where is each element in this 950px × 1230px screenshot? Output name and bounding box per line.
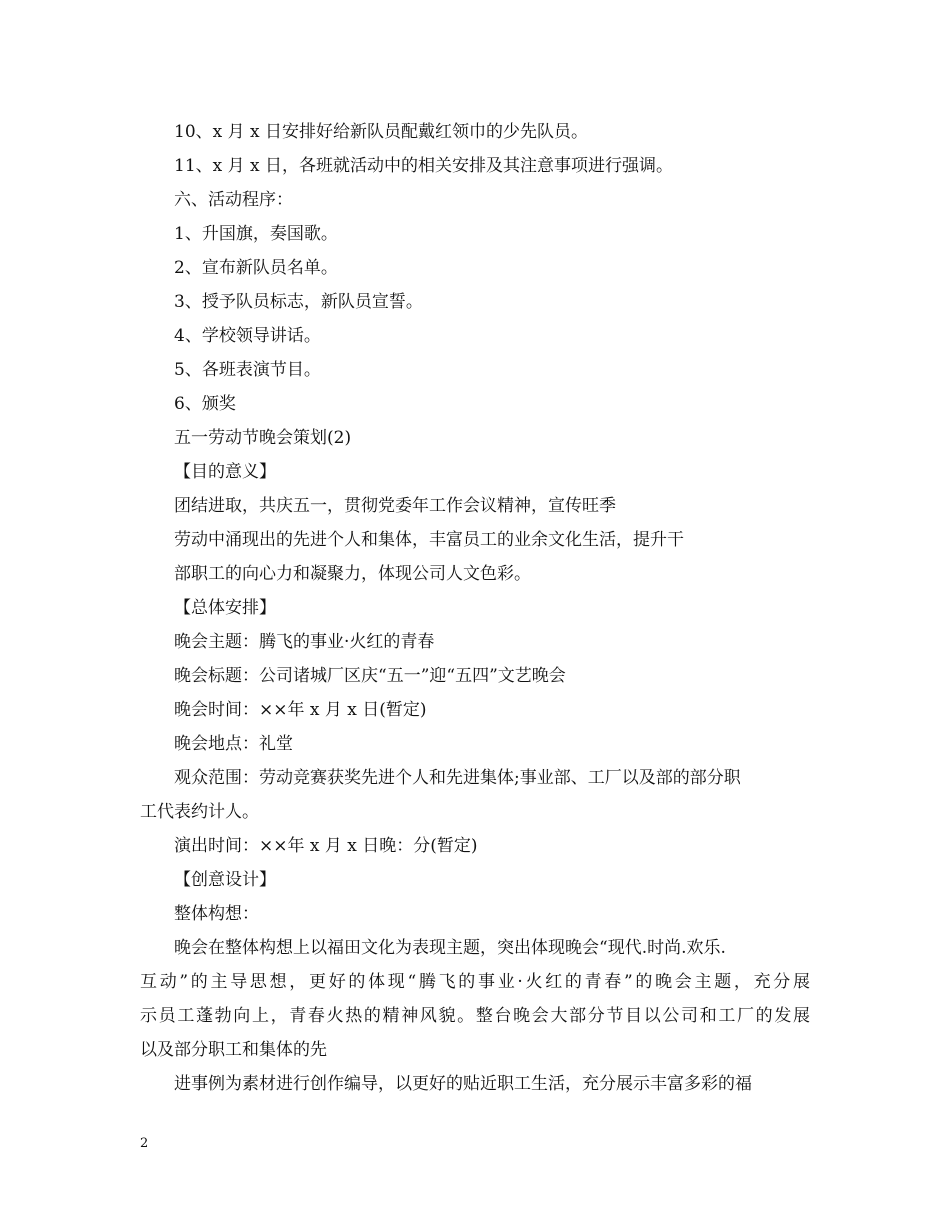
text-line: 晚会时间：××年 x 月 x 日(暂定) — [174, 700, 427, 720]
paragraph-line: 互动”的主导思想，更好的体现“腾飞的事业·火红的青春”的晚会主题，充分展 — [140, 972, 810, 992]
section-heading: 【创意设计】 — [174, 870, 276, 890]
text-line: 团结进取，共庆五一，贯彻党委年工作会议精神，宣传旺季 — [174, 496, 616, 516]
text-line: 部职工的向心力和凝聚力，体现公司人文色彩。 — [174, 564, 531, 584]
list-item: 6、颁奖 — [174, 394, 236, 414]
section-heading: 六、活动程序： — [174, 190, 293, 210]
paragraph-line: 晚会在整体构想上以福田文化为表现主题，突出体现晚会“现代.时尚.欢乐. — [174, 938, 726, 958]
paragraph-line: 进事例为素材进行创作编导，以更好的贴近职工生活，充分展示丰富多彩的福 — [174, 1074, 752, 1094]
list-item: 4、学校领导讲话。 — [174, 326, 321, 346]
text-line: 晚会主题：腾飞的事业·火红的青春 — [174, 632, 435, 652]
text-line: 晚会标题：公司诸城厂区庆“五一”迎“五四”文艺晚会 — [174, 666, 566, 686]
text-line: 劳动中涌现出的先进个人和集体，丰富员工的业余文化生活，提升干 — [174, 530, 684, 550]
list-item: 3、授予队员标志，新队员宣誓。 — [174, 292, 423, 312]
list-item: 1、升国旗，奏国歌。 — [174, 224, 338, 244]
paragraph-line: 示员工蓬勃向上，青春火热的精神风貌。整台晚会大部分节目以公司和工厂的发展 — [140, 1006, 810, 1026]
text-line: 晚会地点：礼堂 — [174, 734, 293, 754]
text-line: 11、x 月 x 日，各班就活动中的相关安排及其注意事项进行强调。 — [174, 156, 674, 176]
document-title: 五一劳动节晚会策划(2) — [174, 428, 352, 448]
text-line: 演出时间：××年 x 月 x 日晚：分(暂定) — [174, 836, 478, 856]
text-line: 10、x 月 x 日安排好给新队员配戴红领巾的少先队员。 — [174, 122, 589, 142]
text-line: 整体构想： — [174, 904, 259, 924]
list-item: 5、各班表演节目。 — [174, 360, 321, 380]
text-line: 工代表约计人。 — [140, 802, 259, 822]
list-item: 2、宣布新队员名单。 — [174, 258, 338, 278]
text-line: 观众范围：劳动竞赛获奖先进个人和先进集体;事业部、工厂以及部的部分职 — [174, 768, 741, 788]
section-heading: 【总体安排】 — [174, 598, 276, 618]
section-heading: 【目的意义】 — [174, 462, 276, 482]
page-number: 2 — [140, 1136, 149, 1151]
paragraph-line: 以及部分职工和集体的先 — [140, 1040, 327, 1060]
